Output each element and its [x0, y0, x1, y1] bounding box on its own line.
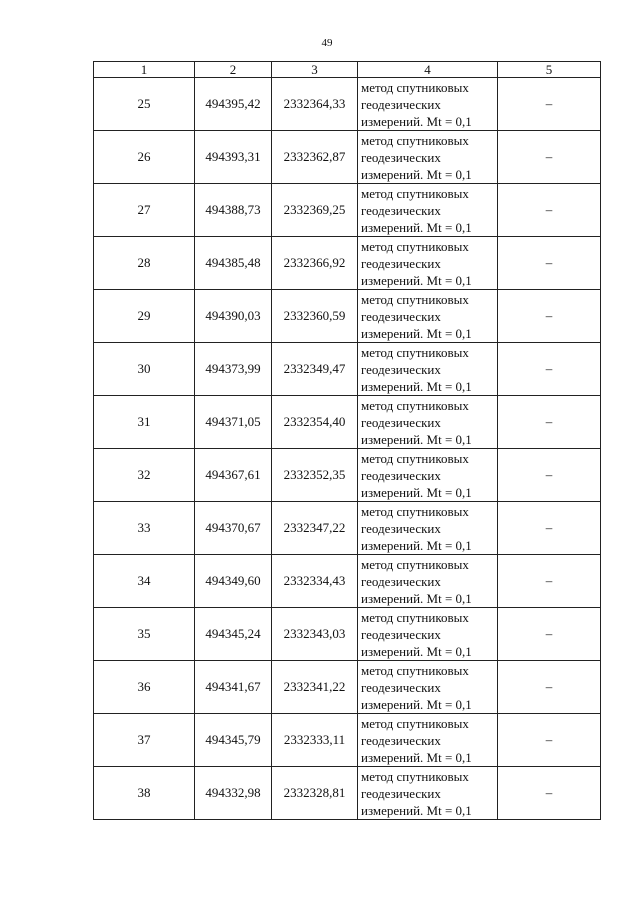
table-row	[94, 78, 601, 131]
method-cell	[358, 131, 498, 184]
note-cell: –	[498, 290, 601, 343]
method-cell	[358, 290, 498, 343]
method-line: метод спутниковых	[361, 609, 469, 625]
method-line: измерений. Mt = 0,1	[361, 325, 472, 341]
y-coordinate-cell: 2332352,35	[272, 449, 358, 502]
x-coordinate-cell: 494345,79	[195, 714, 272, 767]
method-line: измерений. Mt = 0,1	[361, 166, 472, 182]
method-cell	[358, 661, 498, 714]
point-number-cell: 35	[94, 608, 195, 661]
x-coordinate-cell: 494345,24	[195, 608, 272, 661]
y-coordinate-cell: 2332334,43	[272, 555, 358, 608]
point-number-cell: 30	[94, 343, 195, 396]
method-line: геодезических	[361, 626, 441, 642]
method-line: измерений. Mt = 0,1	[361, 696, 472, 712]
method-cell	[358, 714, 498, 767]
y-coordinate-cell: 2332364,33	[272, 78, 358, 131]
point-number-cell: 31	[94, 396, 195, 449]
method-cell	[358, 343, 498, 396]
x-coordinate-cell: 494388,73	[195, 184, 272, 237]
note-cell: –	[498, 78, 601, 131]
method-line: метод спутниковых	[361, 662, 469, 678]
note-cell: –	[498, 555, 601, 608]
method-line: геодезических	[361, 96, 441, 112]
table-row	[94, 502, 601, 555]
note-cell: –	[498, 767, 601, 820]
point-number-cell: 26	[94, 131, 195, 184]
x-coordinate-cell: 494341,67	[195, 661, 272, 714]
x-coordinate-cell: 494390,03	[195, 290, 272, 343]
method-cell	[358, 237, 498, 290]
x-coordinate-cell: 494385,48	[195, 237, 272, 290]
method-cell	[358, 78, 498, 131]
method-line: геодезических	[361, 785, 441, 801]
method-line: метод спутниковых	[361, 344, 469, 360]
column-header: 3	[272, 62, 358, 78]
column-header: 2	[195, 62, 272, 78]
y-coordinate-cell: 2332343,03	[272, 608, 358, 661]
method-line: измерений. Mt = 0,1	[361, 272, 472, 288]
table-row	[94, 714, 601, 767]
table-row	[94, 449, 601, 502]
y-coordinate-cell: 2332354,40	[272, 396, 358, 449]
x-coordinate-cell: 494367,61	[195, 449, 272, 502]
method-cell	[358, 608, 498, 661]
point-number-cell: 25	[94, 78, 195, 131]
point-number-cell: 34	[94, 555, 195, 608]
column-header: 1	[94, 62, 195, 78]
table-row	[94, 343, 601, 396]
method-line: измерений. Mt = 0,1	[361, 113, 472, 129]
y-coordinate-cell: 2332366,92	[272, 237, 358, 290]
method-line: геодезических	[361, 573, 441, 589]
table-header-row	[94, 62, 601, 78]
table-row	[94, 555, 601, 608]
method-line: измерений. Mt = 0,1	[361, 219, 472, 235]
column-header: 5	[498, 62, 601, 78]
point-number-cell: 28	[94, 237, 195, 290]
note-cell: –	[498, 184, 601, 237]
note-cell: –	[498, 502, 601, 555]
x-coordinate-cell: 494349,60	[195, 555, 272, 608]
note-cell: –	[498, 608, 601, 661]
method-line: метод спутниковых	[361, 397, 469, 413]
method-line: геодезических	[361, 520, 441, 536]
method-line: метод спутниковых	[361, 79, 469, 95]
x-coordinate-cell: 494393,31	[195, 131, 272, 184]
y-coordinate-cell: 2332369,25	[272, 184, 358, 237]
note-cell: –	[498, 396, 601, 449]
x-coordinate-cell: 494371,05	[195, 396, 272, 449]
table-row	[94, 131, 601, 184]
table-row	[94, 661, 601, 714]
x-coordinate-cell: 494373,99	[195, 343, 272, 396]
method-line: метод спутниковых	[361, 768, 469, 784]
method-line: геодезических	[361, 202, 441, 218]
method-line: метод спутниковых	[361, 450, 469, 466]
method-cell	[358, 502, 498, 555]
table-row	[94, 396, 601, 449]
method-line: геодезических	[361, 255, 441, 271]
method-line: метод спутниковых	[361, 556, 469, 572]
point-number-cell: 36	[94, 661, 195, 714]
method-line: метод спутниковых	[361, 132, 469, 148]
note-cell: –	[498, 131, 601, 184]
method-cell	[358, 184, 498, 237]
table-body	[94, 78, 601, 820]
method-cell	[358, 555, 498, 608]
y-coordinate-cell: 2332328,81	[272, 767, 358, 820]
note-cell: –	[498, 449, 601, 502]
table-row	[94, 184, 601, 237]
method-line: геодезических	[361, 149, 441, 165]
x-coordinate-cell: 494332,98	[195, 767, 272, 820]
x-coordinate-cell: 494370,67	[195, 502, 272, 555]
table-row	[94, 608, 601, 661]
method-line: измерений. Mt = 0,1	[361, 749, 472, 765]
method-line: измерений. Mt = 0,1	[361, 537, 472, 553]
note-cell: –	[498, 661, 601, 714]
y-coordinate-cell: 2332362,87	[272, 131, 358, 184]
page-number: 49	[321, 37, 333, 49]
method-line: геодезических	[361, 679, 441, 695]
point-number-cell: 27	[94, 184, 195, 237]
method-line: измерений. Mt = 0,1	[361, 431, 472, 447]
point-number-cell: 29	[94, 290, 195, 343]
method-line: метод спутниковых	[361, 291, 469, 307]
y-coordinate-cell: 2332341,22	[272, 661, 358, 714]
method-line: измерений. Mt = 0,1	[361, 802, 472, 818]
method-line: измерений. Mt = 0,1	[361, 590, 472, 606]
method-cell	[358, 396, 498, 449]
y-coordinate-cell: 2332360,59	[272, 290, 358, 343]
method-line: геодезических	[361, 308, 441, 324]
coordinates-table	[93, 61, 601, 820]
table-row	[94, 767, 601, 820]
note-cell: –	[498, 714, 601, 767]
note-cell: –	[498, 343, 601, 396]
method-cell	[358, 767, 498, 820]
y-coordinate-cell: 2332349,47	[272, 343, 358, 396]
point-number-cell: 33	[94, 502, 195, 555]
y-coordinate-cell: 2332333,11	[272, 714, 358, 767]
y-coordinate-cell: 2332347,22	[272, 502, 358, 555]
method-cell	[358, 449, 498, 502]
method-line: измерений. Mt = 0,1	[361, 643, 472, 659]
method-line: измерений. Mt = 0,1	[361, 378, 472, 394]
method-line: геодезических	[361, 467, 441, 483]
method-line: геодезических	[361, 414, 441, 430]
method-line: метод спутниковых	[361, 503, 469, 519]
method-line: геодезических	[361, 361, 441, 377]
table-row	[94, 290, 601, 343]
point-number-cell: 38	[94, 767, 195, 820]
method-line: метод спутниковых	[361, 238, 469, 254]
column-header: 4	[358, 62, 498, 78]
method-line: геодезических	[361, 732, 441, 748]
method-line: измерений. Mt = 0,1	[361, 484, 472, 500]
method-line: метод спутниковых	[361, 185, 469, 201]
note-cell: –	[498, 237, 601, 290]
method-line: метод спутниковых	[361, 715, 469, 731]
x-coordinate-cell: 494395,42	[195, 78, 272, 131]
point-number-cell: 32	[94, 449, 195, 502]
table-row	[94, 237, 601, 290]
point-number-cell: 37	[94, 714, 195, 767]
